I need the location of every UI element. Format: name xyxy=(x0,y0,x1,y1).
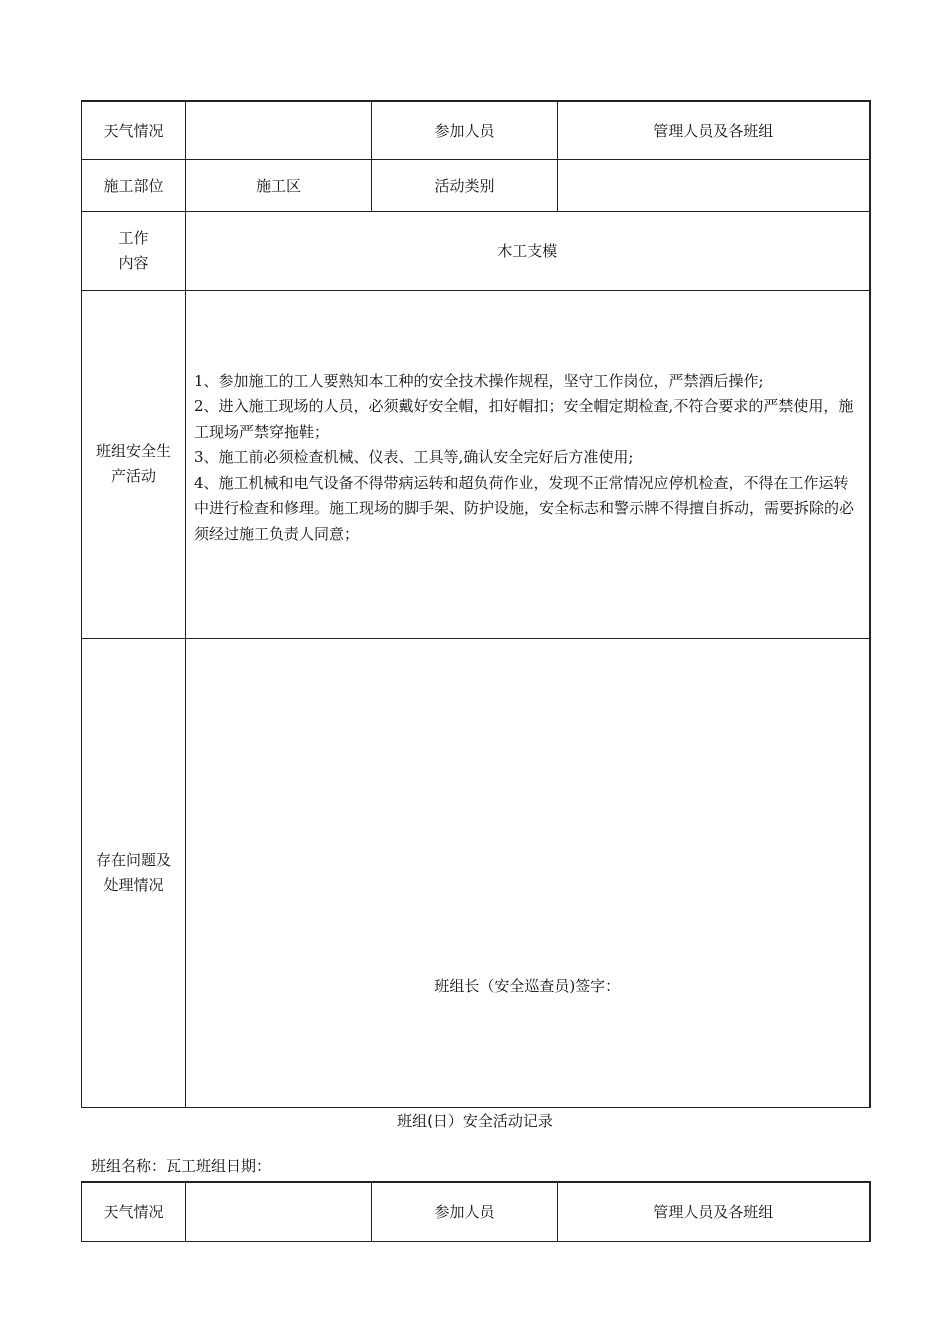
list-item: 1、参加施工的工人要熟知本工种的安全技术操作规程，坚守工作岗位，严禁酒后操作; xyxy=(194,371,764,390)
weather-field[interactable] xyxy=(186,101,372,159)
safety-record-table-1 xyxy=(81,100,871,1108)
list-item: 4、施工机械和电气设备不得带病运转和超负荷作业，发现不正常情况应停机检查，不得在工作运转中进行检查和修理。施工现场的脚手架、防护设施，安全标志和警示牌不得擅自拆动，需要拆除的必须经过施工负责人同意； xyxy=(194,473,855,543)
participants-label: 参加人员 xyxy=(372,1182,558,1241)
weather-label: 天气情况 xyxy=(82,1182,186,1241)
safety-activity-label xyxy=(82,290,186,638)
participants-field[interactable]: 管理人员及各班组 xyxy=(558,1182,870,1241)
work-label-line2: 内容 xyxy=(118,253,149,272)
issues-label-line1: 存在问题及 xyxy=(95,850,171,869)
table-row xyxy=(82,101,870,159)
table-row xyxy=(82,1182,870,1241)
safety-activity-list xyxy=(194,369,863,548)
participants-label: 参加人员 xyxy=(372,101,558,159)
table-row xyxy=(82,159,870,211)
issues-label-line2: 处理情况 xyxy=(103,875,164,894)
work-content-label xyxy=(82,211,186,290)
location-field[interactable]: 施工区 xyxy=(186,159,372,211)
safety-activity-field[interactable] xyxy=(186,290,870,638)
work-content-field[interactable]: 木工支模 xyxy=(186,211,870,290)
table-row xyxy=(82,211,870,290)
safety-label-line1: 班组安全生 xyxy=(95,442,171,460)
signature-label: 班组长（安全巡查员)签字： xyxy=(434,976,621,995)
work-label-line1: 工作 xyxy=(118,228,149,247)
location-label: 施工部位 xyxy=(82,159,186,211)
issues-field[interactable] xyxy=(186,638,870,1107)
team-name-date-line: 班组名称：瓦工班组日期： xyxy=(91,1157,272,1175)
safety-label-line2: 产活动 xyxy=(110,467,156,485)
weather-field[interactable] xyxy=(186,1182,372,1241)
participants-field[interactable]: 管理人员及各班组 xyxy=(558,101,870,159)
list-item: 3、施工前必须检查机械、仪表、工具等,确认安全完好后方准使用; xyxy=(194,448,634,467)
table-row xyxy=(82,638,870,1107)
activity-type-field[interactable] xyxy=(558,159,870,211)
activity-type-label: 活动类别 xyxy=(372,159,558,211)
issues-label xyxy=(82,638,186,1107)
section-title: 班组(日）安全活动记录 xyxy=(397,1112,553,1130)
weather-label: 天气情况 xyxy=(82,101,186,159)
list-item: 2、进入施工现场的人员，必须戴好安全帽，扣好帽扣；安全帽定期检查,不符合要求的严禁使用，施工现场严禁穿拖鞋； xyxy=(194,397,854,441)
safety-record-table-2 xyxy=(81,1181,871,1242)
table-row xyxy=(82,290,870,638)
